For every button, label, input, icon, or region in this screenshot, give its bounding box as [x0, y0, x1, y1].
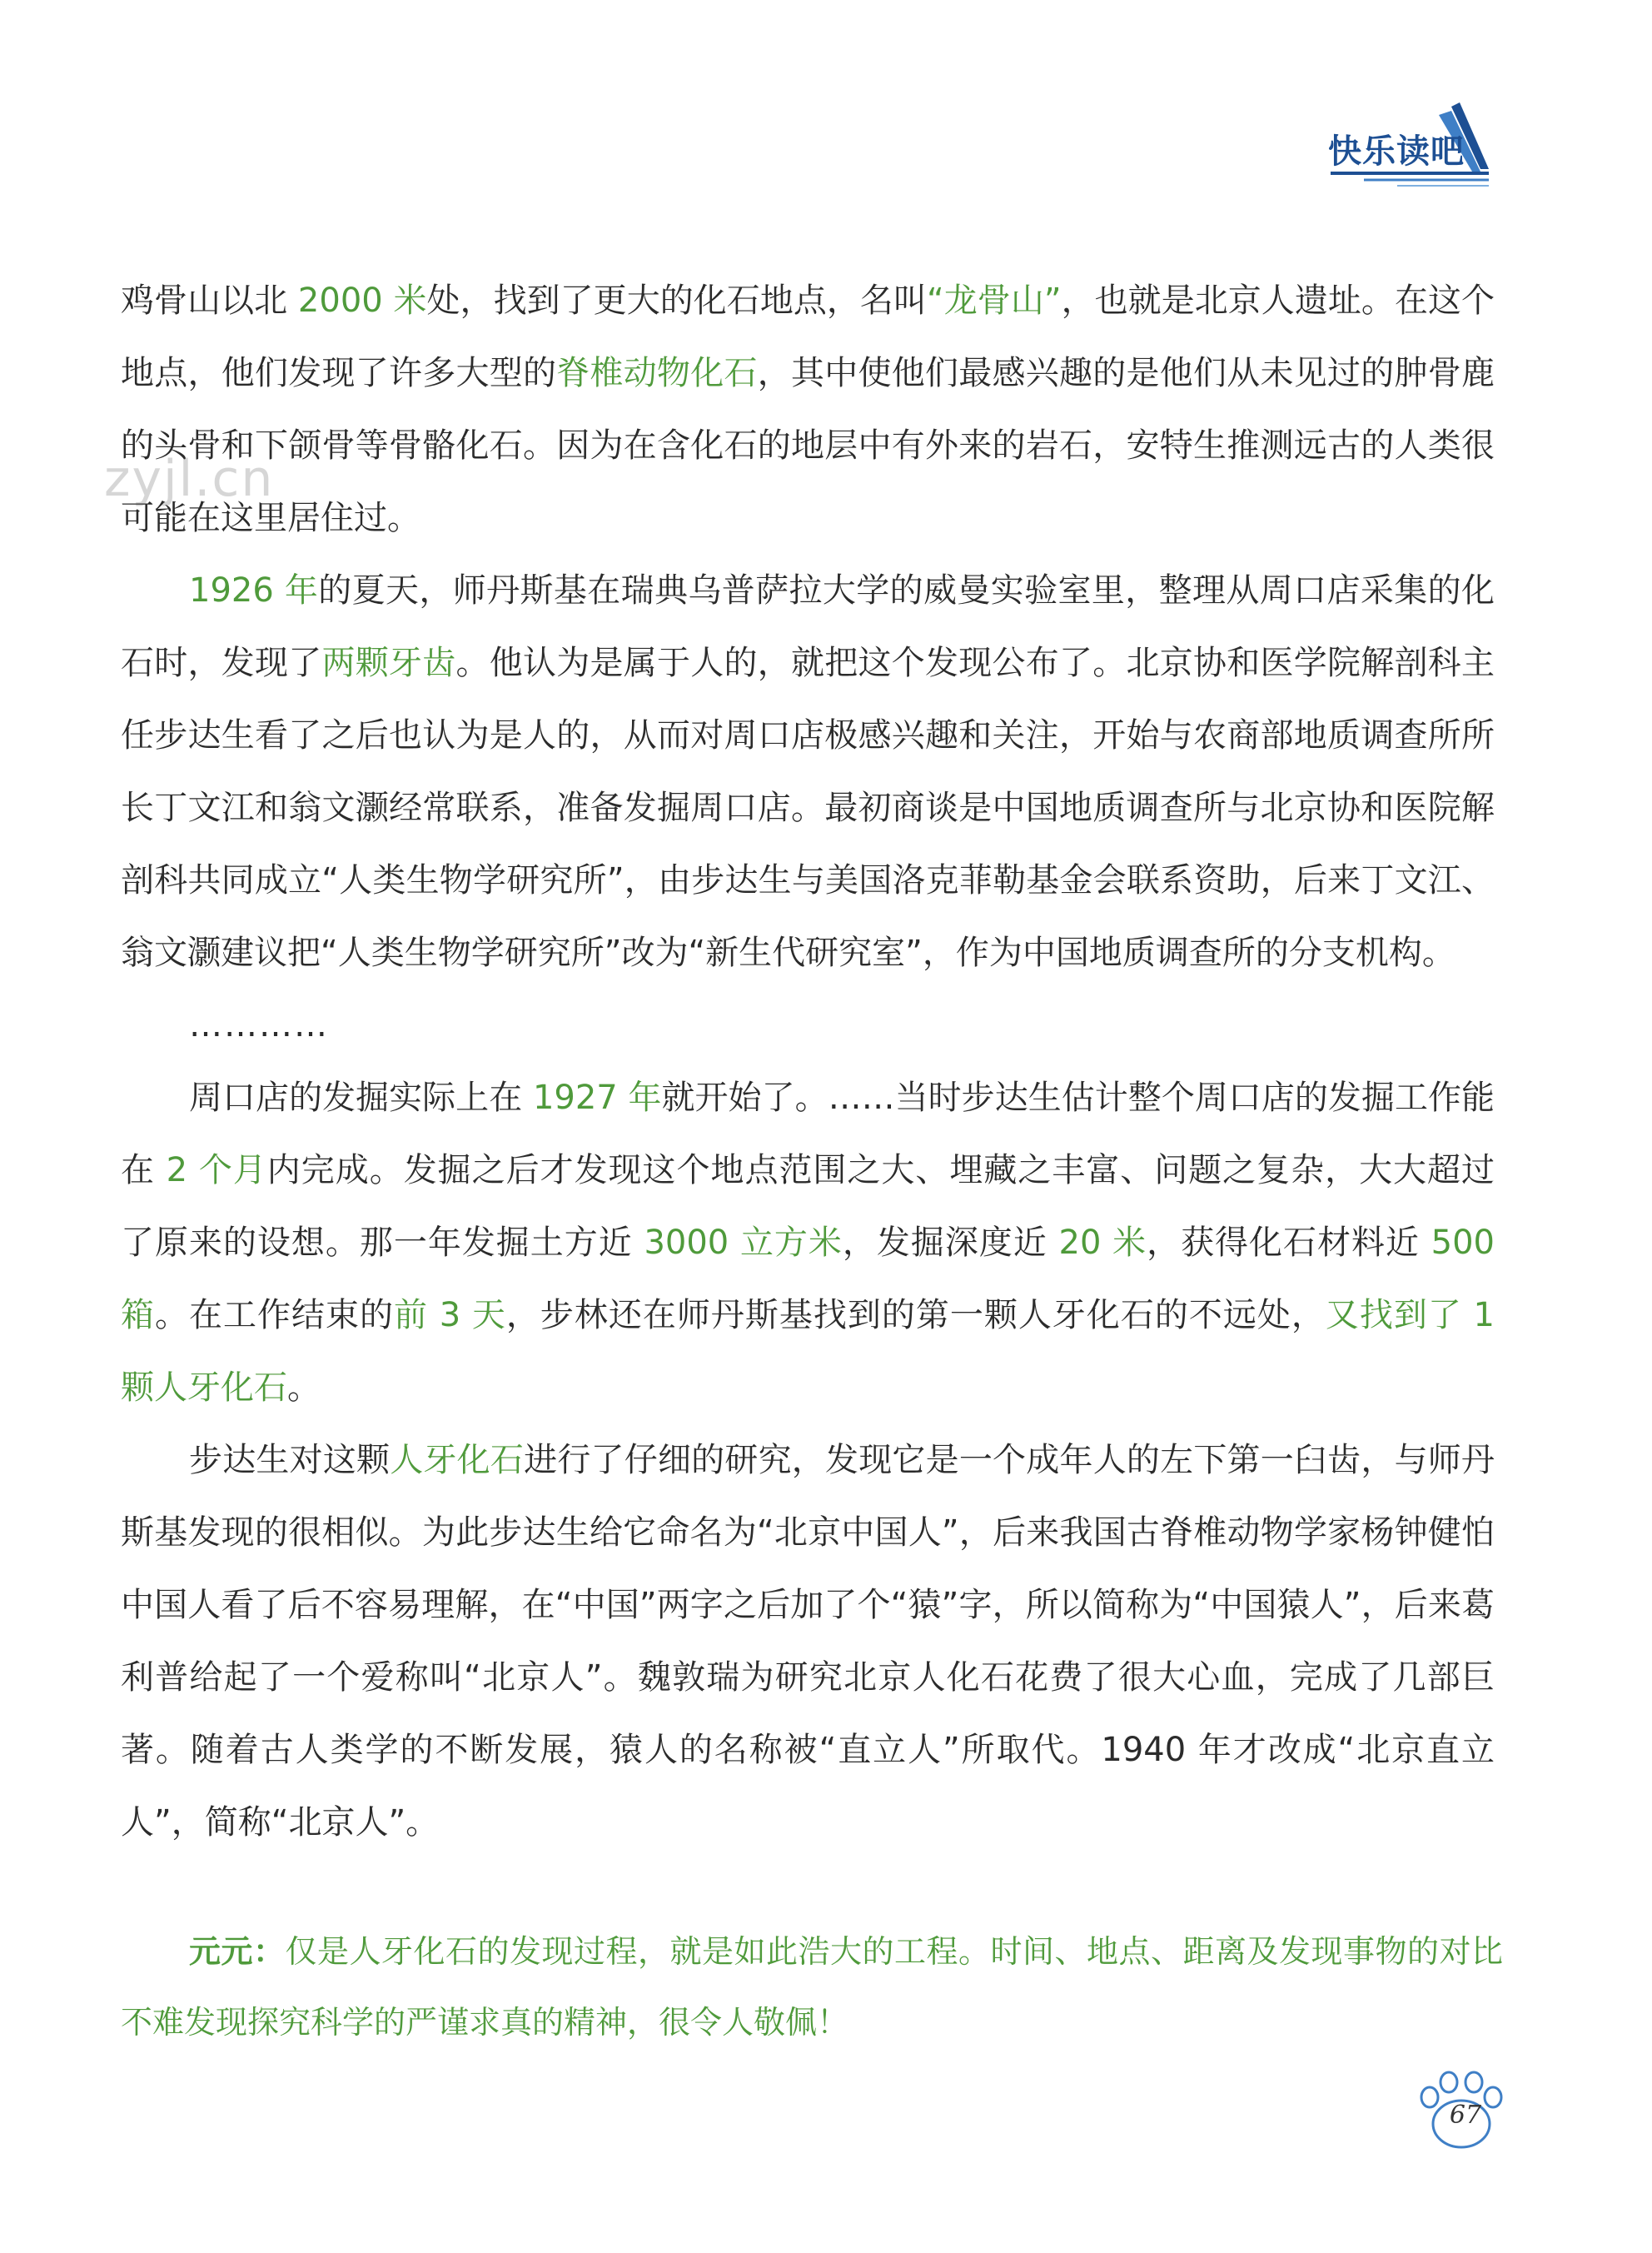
reader-comment [121, 1916, 1503, 2058]
highlight-text: 又找到了 1 颗人牙化石 [121, 1296, 1495, 1407]
paragraph-3 [121, 1062, 1495, 1424]
highlight-text: 两颗牙齿 [321, 644, 456, 682]
text-run: 。 [287, 1368, 321, 1407]
text-run: 。在工作结束的 [155, 1296, 394, 1334]
watermark: zyjl.cn [104, 450, 275, 508]
highlight-text: 500 箱 [121, 1224, 1495, 1334]
text-run: ，获得化石材料近 [1147, 1224, 1431, 1262]
text-run: 步达生对这颗 [189, 1441, 391, 1479]
highlight-text: 脊椎动物化石 [556, 354, 758, 392]
highlight-text: 前 3 天 [394, 1296, 506, 1334]
text-run: 周口店的发掘实际上在 [189, 1079, 533, 1117]
paragraph-4 [121, 1424, 1495, 1859]
paragraph-1 [121, 265, 1495, 555]
comment-speaker: 元元： [189, 1932, 286, 1970]
text-run: 就开始了。……当时步达生估计整个周口店的发掘工作能在 [121, 1079, 1495, 1189]
text-run: 内完成。发掘之后才发现这个地点范围之大、埋藏之丰富、问题之复杂，大大超过了原来的设想。那一年发掘土方近 [121, 1151, 1495, 1262]
highlight-text: 1927 年 [532, 1079, 662, 1117]
highlight-text: 1926 年 [189, 571, 319, 610]
text-run: ，也就是北京人遗址。在这个地点，他们发现了许多大型的 [121, 282, 1495, 392]
highlight-text: 2 个月 [166, 1151, 267, 1189]
text-run: 鸡骨山以北 [121, 282, 298, 320]
text-run: ，发掘深度近 [842, 1224, 1059, 1262]
highlight-text: 3000 立方米 [644, 1224, 843, 1262]
article-body [121, 265, 1495, 1859]
page-number: 67 [1449, 2101, 1482, 2130]
text-run: ，其中使他们最感兴趣的是他们从未见过的肿骨鹿的头骨和下颌骨等骨骼化石。因为在含化石的地层中有外来的岩石，安特生推测远古的人类很可能在这里居住过。 [121, 354, 1495, 537]
text-run: 。他认为是属于人的，就把这个发现公布了。北京协和医学院解剖科主任步达生看了之后也认为是人的，从而对周口店极感兴趣和关注，开始与农商部地质调查所所长丁文江和翁文灏经常联系，准备发掘周口店。最初商谈是中国地质调查所与北京协和医院解剖科共同成立“人类生物学研究所”，由步达生与美国洛克菲勒基金会联系资助，后来丁文江、翁文灏建议把“人类生物学研究所”改为“新生代研究室”，作为中国地质调查所的分支机构。 [121, 644, 1495, 972]
highlight-text: 20 米 [1058, 1224, 1147, 1262]
highlight-text: “龙骨山” [927, 282, 1062, 320]
highlight-text: 人牙化石 [390, 1441, 525, 1479]
ellipsis-line: ………… [189, 1006, 329, 1044]
text-run: 的夏天，师丹斯基在瑞典乌普萨拉大学的威曼实验室里，整理从周口店采集的化石时，发现了 [121, 571, 1495, 682]
comment-text: 仅是人牙化石的发现过程，就是如此浩大的工程。时间、地点、距离及发现事物的对比不难发现探究科学的严谨求真的精神，很令人敬佩！ [121, 1933, 1503, 2041]
text-run: 处，找到了更大的化石地点，名叫 [426, 282, 927, 320]
paragraph-2 [121, 555, 1495, 989]
section-label: 快乐读吧 [1328, 132, 1465, 171]
text-run: ，步林还在师丹斯基找到的第一颗人牙化石的不远处， [505, 1296, 1326, 1334]
text-run: 进行了仔细的研究，发现它是一个成年人的左下第一臼齿，与师丹斯基发现的很相似。为此步达生给它命名为“北京中国人”，后来我国古脊椎动物学家杨钟健怕中国人看了后不容易理解，在“中国”两字之后加了个“猿”字，所以简称为“中国猿人”，后来葛利普给起了一个爱称叫“北京人”。魏敦瑞为研究北京人化石花费了很大心血，完成了几部巨著。随着古人类学的不断发展，猿人的名称被“直立人”所取代。1940 年才改成“北京直立人”，简称“北京人”。 [121, 1441, 1495, 1842]
highlight-text: 2000 米 [297, 282, 427, 320]
